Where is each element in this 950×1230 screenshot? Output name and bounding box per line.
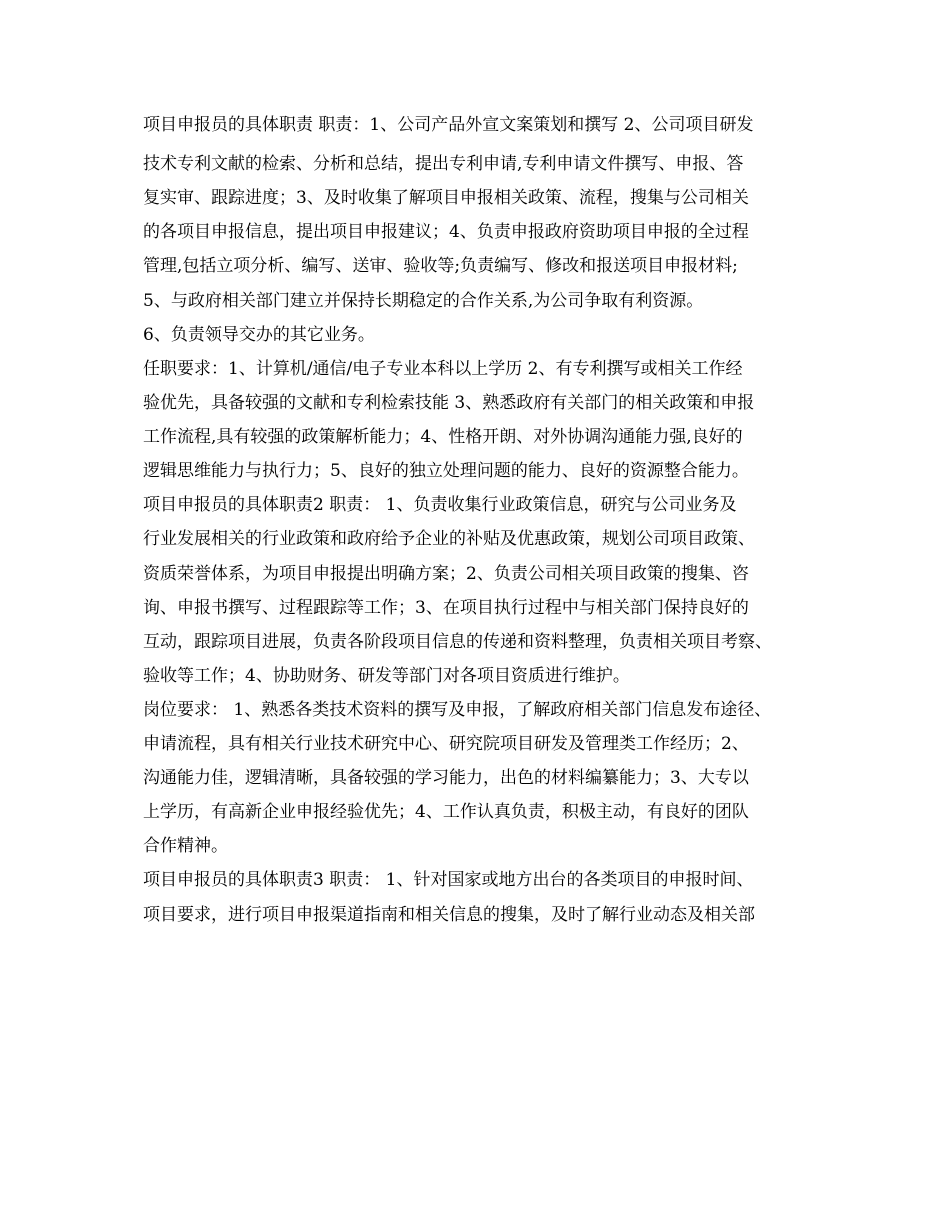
text-line: 验优先，具备较强的文献和专利检索技能 3、熟悉政府有关部门的相关政策和申报 <box>143 393 755 413</box>
text-line: 5、与政府相关部门建立并保持长期稳定的合作关系,为公司争取有利资源。 <box>143 291 704 311</box>
text-line: 询、申报书撰写、过程跟踪等工作；3、在项目执行过程中与相关部门保持良好的 <box>143 598 749 618</box>
text-line: 合作精神。 <box>143 836 228 856</box>
text-line: 管理,包括立项分析、编写、送审、验收等;负责编写、修改和报送项目申报材料; <box>143 256 738 276</box>
text-line: 申请流程，具有相关行业技术研究中心、研究院项目研发及管理类工作经历；2、 <box>143 734 749 754</box>
text-line: 互动，跟踪项目进展，负责各阶段项目信息的传递和资料整理，负责相关项目考察、 <box>143 632 772 652</box>
text-line: 沟通能力佳，逻辑清晰，具备较强的学习能力，出色的材料编纂能力；3、大专以 <box>143 768 749 788</box>
text-line: 上学历，有高新企业申报经验优先；4、工作认真负责，积极主动，有良好的团队 <box>143 802 749 822</box>
text-line: 行业发展相关的行业政策和政府给予企业的补贴及优惠政策，规划公司项目政策、 <box>143 529 755 549</box>
text-line: 项目申报员的具体职责 职责：1、公司产品外宣文案策划和撰写 2、公司项目研发 <box>143 115 754 135</box>
text-line: 的各项目申报信息，提出项目申报建议；4、负责申报政府资助项目申报的全过程 <box>143 222 749 242</box>
text-line: 技术专利文献的检索、分析和总结，提出专利申请,专利申请文件撰写、申报、答 <box>143 154 744 174</box>
text-line: 复实审、跟踪进度；3、及时收集了解项目申报相关政策、流程，搜集与公司相关 <box>143 188 749 208</box>
text-line: 工作流程,具有较强的政策解析能力；4、性格开朗、对外协调沟通能力强,良好的 <box>143 427 743 447</box>
text-line: 项目申报员的具体职责3 职责： 1、针对国家或地方出台的各类项目的申报时间、 <box>143 870 754 890</box>
text-line: 项目要求，进行项目申报渠道指南和相关信息的搜集，及时了解行业动态及相关部 <box>143 905 755 925</box>
text-line: 项目申报员的具体职责2 职责： 1、负责收集行业政策信息，研究与公司业务及 <box>143 495 737 515</box>
text-line: 资质荣誉体系，为项目申报提出明确方案；2、负责公司相关项目政策的搜集、咨 <box>143 564 749 584</box>
text-line: 岗位要求： 1、熟悉各类技术资料的撰写及申报，了解政府相关部门信息发布途径、 <box>143 700 772 720</box>
text-line: 验收等工作；4、协助财务、研发等部门对各项目资质进行维护。 <box>143 666 630 686</box>
text-line: 6、负责领导交办的其它业务。 <box>143 325 375 345</box>
text-line: 任职要求：1、计算机/通信/电子专业本科以上学历 2、有专利撰写或相关工作经 <box>143 359 743 379</box>
text-line: 逻辑思维能力与执行力；5、良好的独立处理问题的能力、良好的资源整合能力。 <box>143 461 749 481</box>
